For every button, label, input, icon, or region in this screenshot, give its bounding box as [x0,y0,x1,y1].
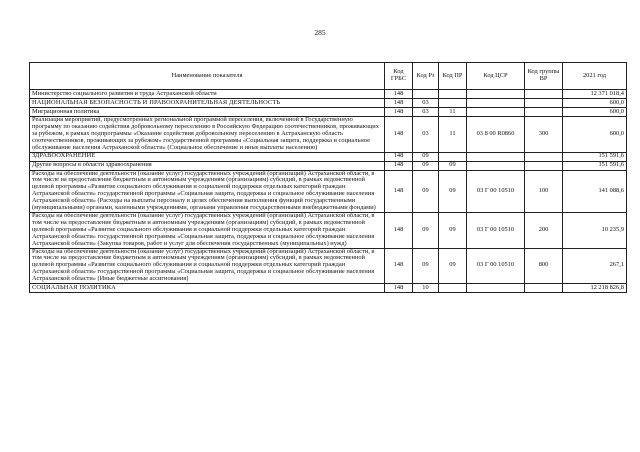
row-grbs: 148 [385,108,413,117]
table-row [30,284,627,293]
row-grbs: 148 [385,161,413,170]
row-rz [413,90,439,99]
row-rz: 10 [413,284,439,293]
row-grbs: 148 [385,170,413,212]
row-rz: 03 [413,99,439,108]
header-csr: Код ЦСР [467,63,525,90]
row-rz: 03 [413,108,439,117]
row-csr: 03 Г 00 10510 [467,248,525,284]
row-amount: 10 235,9 [563,212,627,248]
row-pr [439,90,467,99]
row-csr [467,161,525,170]
row-csr: 03 Г 00 10510 [467,212,525,248]
row-amount: 12 218 826,8 [563,284,627,293]
row-amount: 151 591,6 [563,161,627,170]
row-name: Реализация мероприятий, предусмотренных региональной программой переселения, включенной в Государственную программу по оказанию содействия добровольному переселению в Российскую Федерацию соотечественников, проживающих за рубежом, в рамках подпрограммы «Оказание содействия добровольному переселению в Астраханскую область соотечественников, проживающих за рубежом» государственной программы «Социальная защита, поддержка и социальное обслуживание населения Астраханской области» (Социальное обеспечение и иные выплаты населению) [30,117,385,153]
row-rz: 09 [413,161,439,170]
row-name: Министерство социального развития и труда Астраханской области [30,90,385,99]
row-pr: 09 [439,212,467,248]
table-row [30,248,627,284]
row-grbs: 148 [385,152,413,161]
row-name: СОЦИАЛЬНАЯ ПОЛИТИКА [30,284,385,293]
row-amount: 151 591,6 [563,152,627,161]
page-number: 285 [314,28,326,37]
row-vr [525,284,563,293]
row-rz: 09 [413,170,439,212]
row-vr: 800 [525,248,563,284]
row-grbs: 148 [385,212,413,248]
row-rz: 09 [413,152,439,161]
budget-table [29,62,627,293]
row-amount: 600,0 [563,99,627,108]
row-grbs: 148 [385,90,413,99]
row-name: Другие вопросы в области здравоохранения [30,161,385,170]
row-amount: 267,1 [563,248,627,284]
row-csr [467,284,525,293]
row-name: НАЦИОНАЛЬНАЯ БЕЗОПАСНОСТЬ И ПРАВООХРАНИТЕЛЬНАЯ ДЕЯТЕЛЬНОСТЬ [30,99,385,108]
row-vr [525,161,563,170]
row-name: ЗДРАВООХРАНЕНИЕ [30,152,385,161]
row-pr: 11 [439,108,467,117]
row-pr: 09 [439,170,467,212]
row-csr [467,99,525,108]
row-pr [439,152,467,161]
row-csr [467,90,525,99]
row-vr: 200 [525,212,563,248]
row-vr [525,99,563,108]
table-row [30,170,627,212]
row-grbs: 148 [385,99,413,108]
row-csr: 03 Г 00 10510 [467,170,525,212]
row-csr: 03 8 00 R0860 [467,117,525,153]
header-rz: Код Рз [413,63,439,90]
row-pr [439,99,467,108]
row-rz: 09 [413,248,439,284]
row-name: Расходы на обеспечение деятельности (оказание услуг) государственных учреждений (организаций) Астраханской области, в том числе на предоставление бюджетным и автономным учреждениям (организациям) субсидий, в рамках ведомственной целевой программы «Развитие социального обслуживания и социальной поддержки отдельных категорий граждан Астраханской области» государственной программы «Социальная защита, поддержка и социальное обслуживание населения Астраханской области» (Иные бюджетные ассигнования) [30,248,385,284]
row-csr [467,108,525,117]
row-pr: 11 [439,117,467,153]
row-amount: 12 371 018,4 [563,90,627,99]
table-row [30,117,627,153]
table-row [30,161,627,170]
table-row [30,152,627,161]
header-vr: Код группы ВР [525,63,563,90]
header-name: Наименование показателя [30,63,385,90]
row-vr [525,152,563,161]
header-pr: Код ПР [439,63,467,90]
row-rz: 09 [413,212,439,248]
row-grbs: 148 [385,284,413,293]
row-vr [525,90,563,99]
row-amount: 600,0 [563,108,627,117]
row-pr: 09 [439,248,467,284]
row-name: Миграционная политика [30,108,385,117]
row-grbs: 148 [385,248,413,284]
table-row [30,212,627,248]
table-row [30,90,627,99]
header-year: 2021 год [563,63,627,90]
row-name: Расходы на обеспечение деятельности (оказание услуг) государственных учреждений (организаций) Астраханской области, в том числе на предоставление бюджетным и автономным учреждениям (организациям) субсидий, в рамках ведомственной целевой программы «Развитие социального обслуживания и социальной поддержки отдельных категорий граждан Астраханской области» государственной программы «Социальная защита, поддержка и социальное обслуживание населения Астраханской области» (Закупка товаров, работ и услуг для обеспечения государственных (муниципальных) нужд) [30,212,385,248]
row-amount: 600,0 [563,117,627,153]
row-vr: 300 [525,117,563,153]
row-csr [467,152,525,161]
row-name: Расходы на обеспечение деятельности (оказание услуг) государственных учреждений (организаций) Астраханской области, в том числе на предоставление бюджетным и автономным учреждениям (организациям) субсидий, в рамках ведомственной целевой программы «Развитие социального обслуживания и социальной поддержки отдельных категорий граждан Астраханской области» государственной программы «Социальная защита, поддержка и социальное обслуживание населения Астраханской области» (Расходы на выплаты персоналу в целях обеспечения выполнения функций государственными (муниципальными) органами, казенными учреждениями, органами управления государственными внебюджетными фондами) [30,170,385,212]
row-amount: 141 088,6 [563,170,627,212]
row-vr: 100 [525,170,563,212]
table-header-row [30,63,627,90]
header-grbs: Код ГРБС [385,63,413,90]
table-row [30,99,627,108]
row-pr: 09 [439,161,467,170]
row-vr [525,108,563,117]
row-grbs: 148 [385,117,413,153]
row-pr [439,284,467,293]
row-rz: 03 [413,117,439,153]
